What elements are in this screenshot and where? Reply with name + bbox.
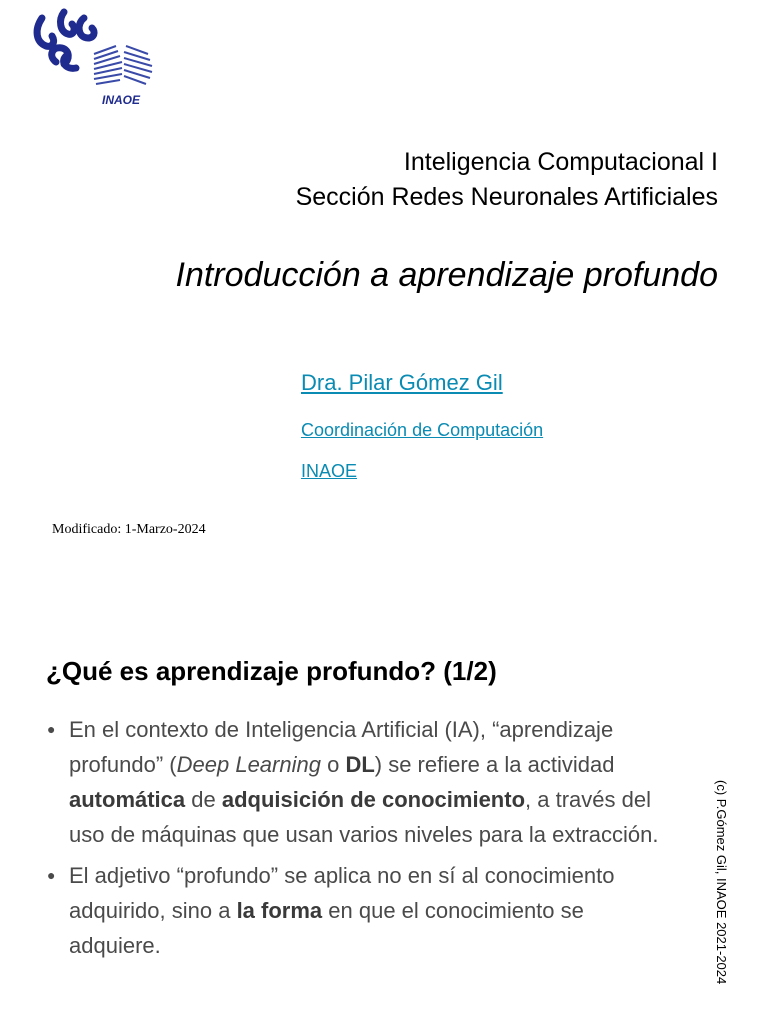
bullet-list	[46, 712, 666, 969]
author-link[interactable]: Dra. Pilar Gómez Gil	[301, 370, 503, 395]
bullet-bold: la forma	[236, 898, 323, 923]
logo-text: INAOE	[102, 93, 141, 107]
copyright-note: (c) P.Gómez Gil, INAOE 2021-2024	[714, 780, 729, 985]
course-title: Inteligencia Computacional I	[403, 148, 718, 176]
section-title: Sección Redes Neuronales Artificiales	[295, 183, 718, 211]
coordination-link[interactable]: Coordinación de Computación	[301, 420, 544, 440]
bullet-text: , a través del uso de máquinas que usan varios niveles para la extracción.	[69, 787, 659, 847]
bullet-emphasis: Deep Learning	[176, 752, 321, 777]
bullet-item	[46, 712, 666, 852]
bullet-text: En el contexto de Inteligencia Artificial (IA), “aprendizaje profundo” (	[69, 717, 614, 777]
modified-date: Modificado: 1-Marzo-2024	[52, 522, 206, 537]
institution-link[interactable]: INAOE	[301, 461, 358, 481]
presentation-title: Introducción a aprendizaje profundo	[175, 256, 718, 294]
bullet-icon: ●	[47, 721, 56, 737]
bullet-text: ) se refiere a la actividad	[374, 752, 615, 777]
bullet-item	[46, 858, 666, 963]
bullet-text: en que el conocimiento se adquiere.	[69, 898, 584, 958]
course-heading	[296, 145, 718, 215]
slide-title: ¿Qué es aprendizaje profundo? (1/2)	[46, 656, 497, 686]
bullet-text: El adjetivo “profundo” se aplica no en sí al conocimiento adquirido, sino a	[69, 863, 615, 923]
bullet-icon: ●	[47, 867, 56, 883]
bullet-text: o	[320, 752, 346, 777]
inaoe-logo-icon	[30, 6, 160, 110]
bullet-bold: DL	[345, 752, 375, 777]
bullet-text: de	[185, 787, 222, 812]
inaoe-logo	[30, 6, 160, 110]
content-slide	[0, 612, 768, 1024]
bullet-bold: automática	[69, 787, 186, 812]
bullet-bold: adquisición de conocimiento	[221, 787, 526, 812]
